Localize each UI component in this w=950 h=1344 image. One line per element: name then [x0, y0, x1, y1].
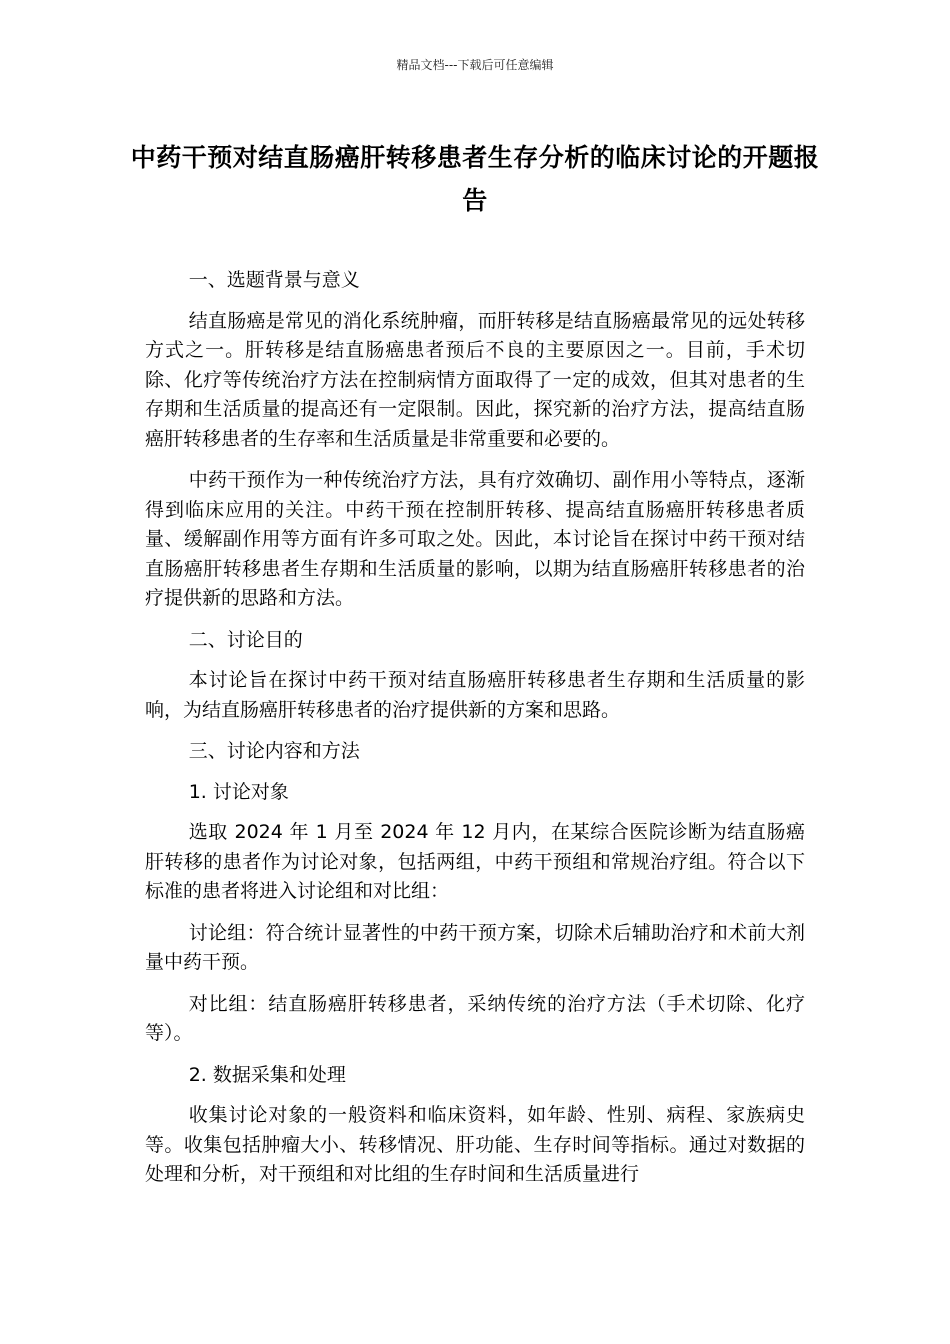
document-title: 中药干预对结直肠癌肝转移患者生存分析的临床讨论的开题报告 [130, 143, 820, 215]
paragraph-purpose: 本讨论旨在探讨中药干预对结直肠癌肝转移患者生存期和生活质量的影响，为结直肠癌肝转移患者的治疗提供新的方案和思路。 [145, 669, 805, 721]
section-heading-purpose: 二、讨论目的 [188, 628, 303, 651]
section-heading-background: 一、选题背景与意义 [188, 269, 360, 291]
paragraph-subjects: 选取 2024 年 1 月至 2024 年 12 月内，在某综合医院诊断为结直肠癌肝转移的患者作为讨论对象，包括两组，中药干预组和常规治疗组。符合以下标准的患者将进入讨论组和对比组： [145, 821, 805, 902]
document-body [145, 266, 805, 1202]
subheading-data-collection: 2. 数据采集和处理 [188, 1063, 346, 1086]
section-heading-methods: 三、讨论内容和方法 [188, 740, 360, 762]
subheading-subjects: 1. 讨论对象 [188, 780, 289, 803]
paragraph-background-1: 结直肠癌是常见的消化系统肿瘤，而肝转移是结直肠癌最常见的远处转移方式之一。肝转移是结直肠癌患者预后不良的主要原因之一。目前，手术切除、化疗等传统治疗方法在控制病情方面取得了一定的成效，但其对患者的生存期和生活质量的提高还有一定限制。因此，探究新的治疗方法，提高结直肠癌肝转移患者的生存率和生活质量是非常重要和必要的。 [145, 309, 805, 450]
paragraph-study-group: 讨论组：符合统计显著性的中药干预方案，切除术后辅助治疗和术前大剂量中药干预。 [145, 921, 805, 973]
paragraph-control-group: 对比组：结直肠癌肝转移患者，采纳传统的治疗方法（手术切除、化疗等）。 [145, 992, 805, 1044]
paragraph-background-2: 中药干预作为一种传统治疗方法，具有疗效确切、副作用小等特点，逐渐得到临床应用的关注。中药干预在控制肝转移、提高结直肠癌肝转移患者质量、缓解副作用等方面有许多可取之处。因此，本讨论旨在探讨中药干预对结直肠癌肝转移患者生存期和生活质量的影响，以期为结直肠癌肝转移患者的治疗提供新的思路和方法。 [145, 469, 805, 609]
paragraph-data-collection: 收集讨论对象的一般资料和临床资料，如年龄、性别、病程、家族病史等。收集包括肿瘤大小、转移情况、肝功能、生存时间等指标。通过对数据的处理和分析，对干预组和对比组的生存时间和生活质量进行 [145, 1104, 805, 1185]
header-note: 精品文档---下载后可任意编辑 [396, 58, 554, 72]
